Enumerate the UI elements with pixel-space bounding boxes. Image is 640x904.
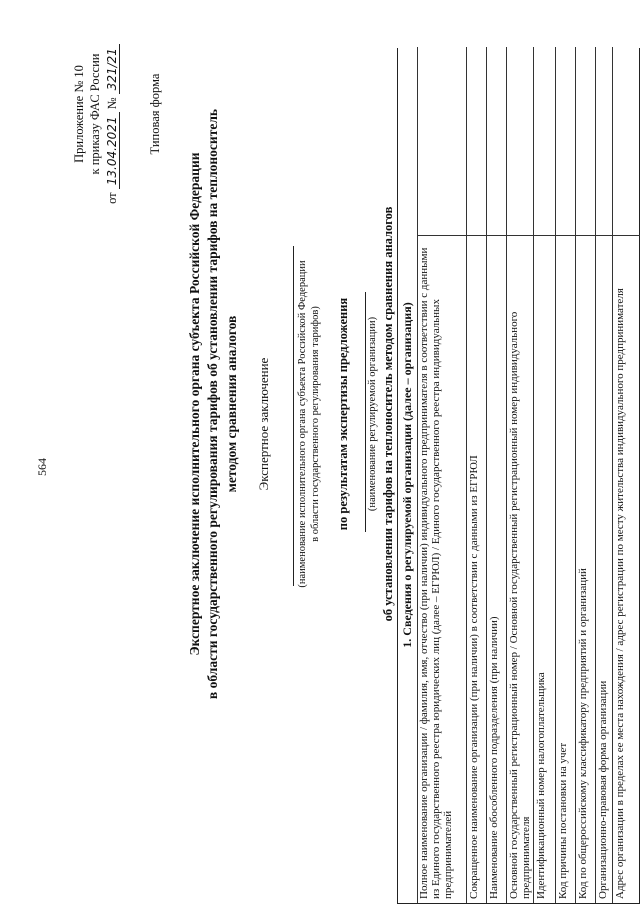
row-value (576, 47, 595, 235)
row-label: Наименование обособленного подразделения (при наличии) (487, 235, 506, 903)
row-value (534, 47, 555, 235)
appendix-order: к приказу ФАС России (88, 53, 102, 175)
regulator-caption-line1: (наименование исполнительного органа субъекта Российской Федерации (297, 260, 308, 588)
appendix-number: Приложение № 10 (72, 65, 86, 163)
appendix-date-line (105, 4, 120, 244)
document-title-line1: Экспертное заключение исполнительного органа субъекта Российской Федерации (187, 152, 202, 656)
row-value (596, 47, 612, 235)
regulator-caption (296, 214, 322, 634)
document-title-line2: в области государственного регулирования тарифов об установлении тарифов на теплоноситель (205, 108, 220, 700)
row-label: Идентификационный номер налогоплательщика (534, 235, 555, 903)
on-tariffs-heading: об установлении тарифов на теплоноситель методом сравнения аналогов (381, 206, 395, 622)
row-value (556, 47, 575, 235)
regulator-caption-line2: в области государственного регулирования тарифов) (310, 306, 321, 542)
row-value (467, 47, 486, 235)
page-number: 564 (35, 458, 49, 476)
table-row (556, 47, 576, 903)
table-row (487, 47, 507, 903)
row-value (487, 47, 506, 235)
by-results-heading: по результатам экспертизы предложения (336, 297, 350, 531)
document-title-line3: методом сравнения аналогов (224, 315, 239, 493)
table-row (576, 47, 596, 903)
handwritten-number: 321/21 (105, 44, 120, 94)
appendix-number-label: № (105, 97, 119, 110)
regulator-name-blank (293, 246, 294, 586)
handwritten-date: 13.04.2021 (105, 113, 120, 190)
org-caption: (наименование регулируемой организации) (367, 316, 378, 512)
table-section-title: 1. Сведения о регулируемой организации (далее – организация) (398, 47, 418, 903)
form-type: Типовая форма (148, 73, 162, 155)
row-value (417, 47, 466, 235)
table-row (507, 47, 534, 903)
row-label: Сокращенное наименование организации (при наличии) в соответствии с данными из ЕГРЮЛ (467, 235, 486, 903)
row-label: Код причины постановки на учет (556, 235, 575, 903)
appendix-from-label: от (105, 192, 119, 204)
row-label: Код по общероссийскому классификатору предприятий и организаций (576, 235, 595, 903)
organization-info-table (397, 48, 640, 904)
row-label: Организационно-правовая форма организации (596, 235, 612, 903)
conclusion-label: Экспертное заключение (256, 357, 271, 491)
row-label: Основной государственный регистрационный номер / Основной государственный регистрационный номер индивидуального предпринимателя (507, 235, 533, 903)
org-name-blank (365, 292, 366, 532)
row-value (613, 47, 640, 235)
table-row (467, 47, 487, 903)
row-label: Полное наименование организации / фамилия, имя, отчество (при наличии) индивидуального предпринимателя в соответствии с данными из Единого государственного реестра юридических лиц (далее – ЕГРЮЛ) / Единого государственного реестра индивидуальных предпринимателей (417, 235, 466, 903)
table-row (613, 47, 640, 903)
table-row (417, 47, 467, 903)
table-row (596, 47, 613, 903)
row-label: Адрес организации в пределах ее места нахождения / адрес регистрации по месту жительства индивидуального предпринимателя (613, 235, 640, 903)
table-row (534, 47, 556, 903)
row-value (507, 47, 533, 235)
